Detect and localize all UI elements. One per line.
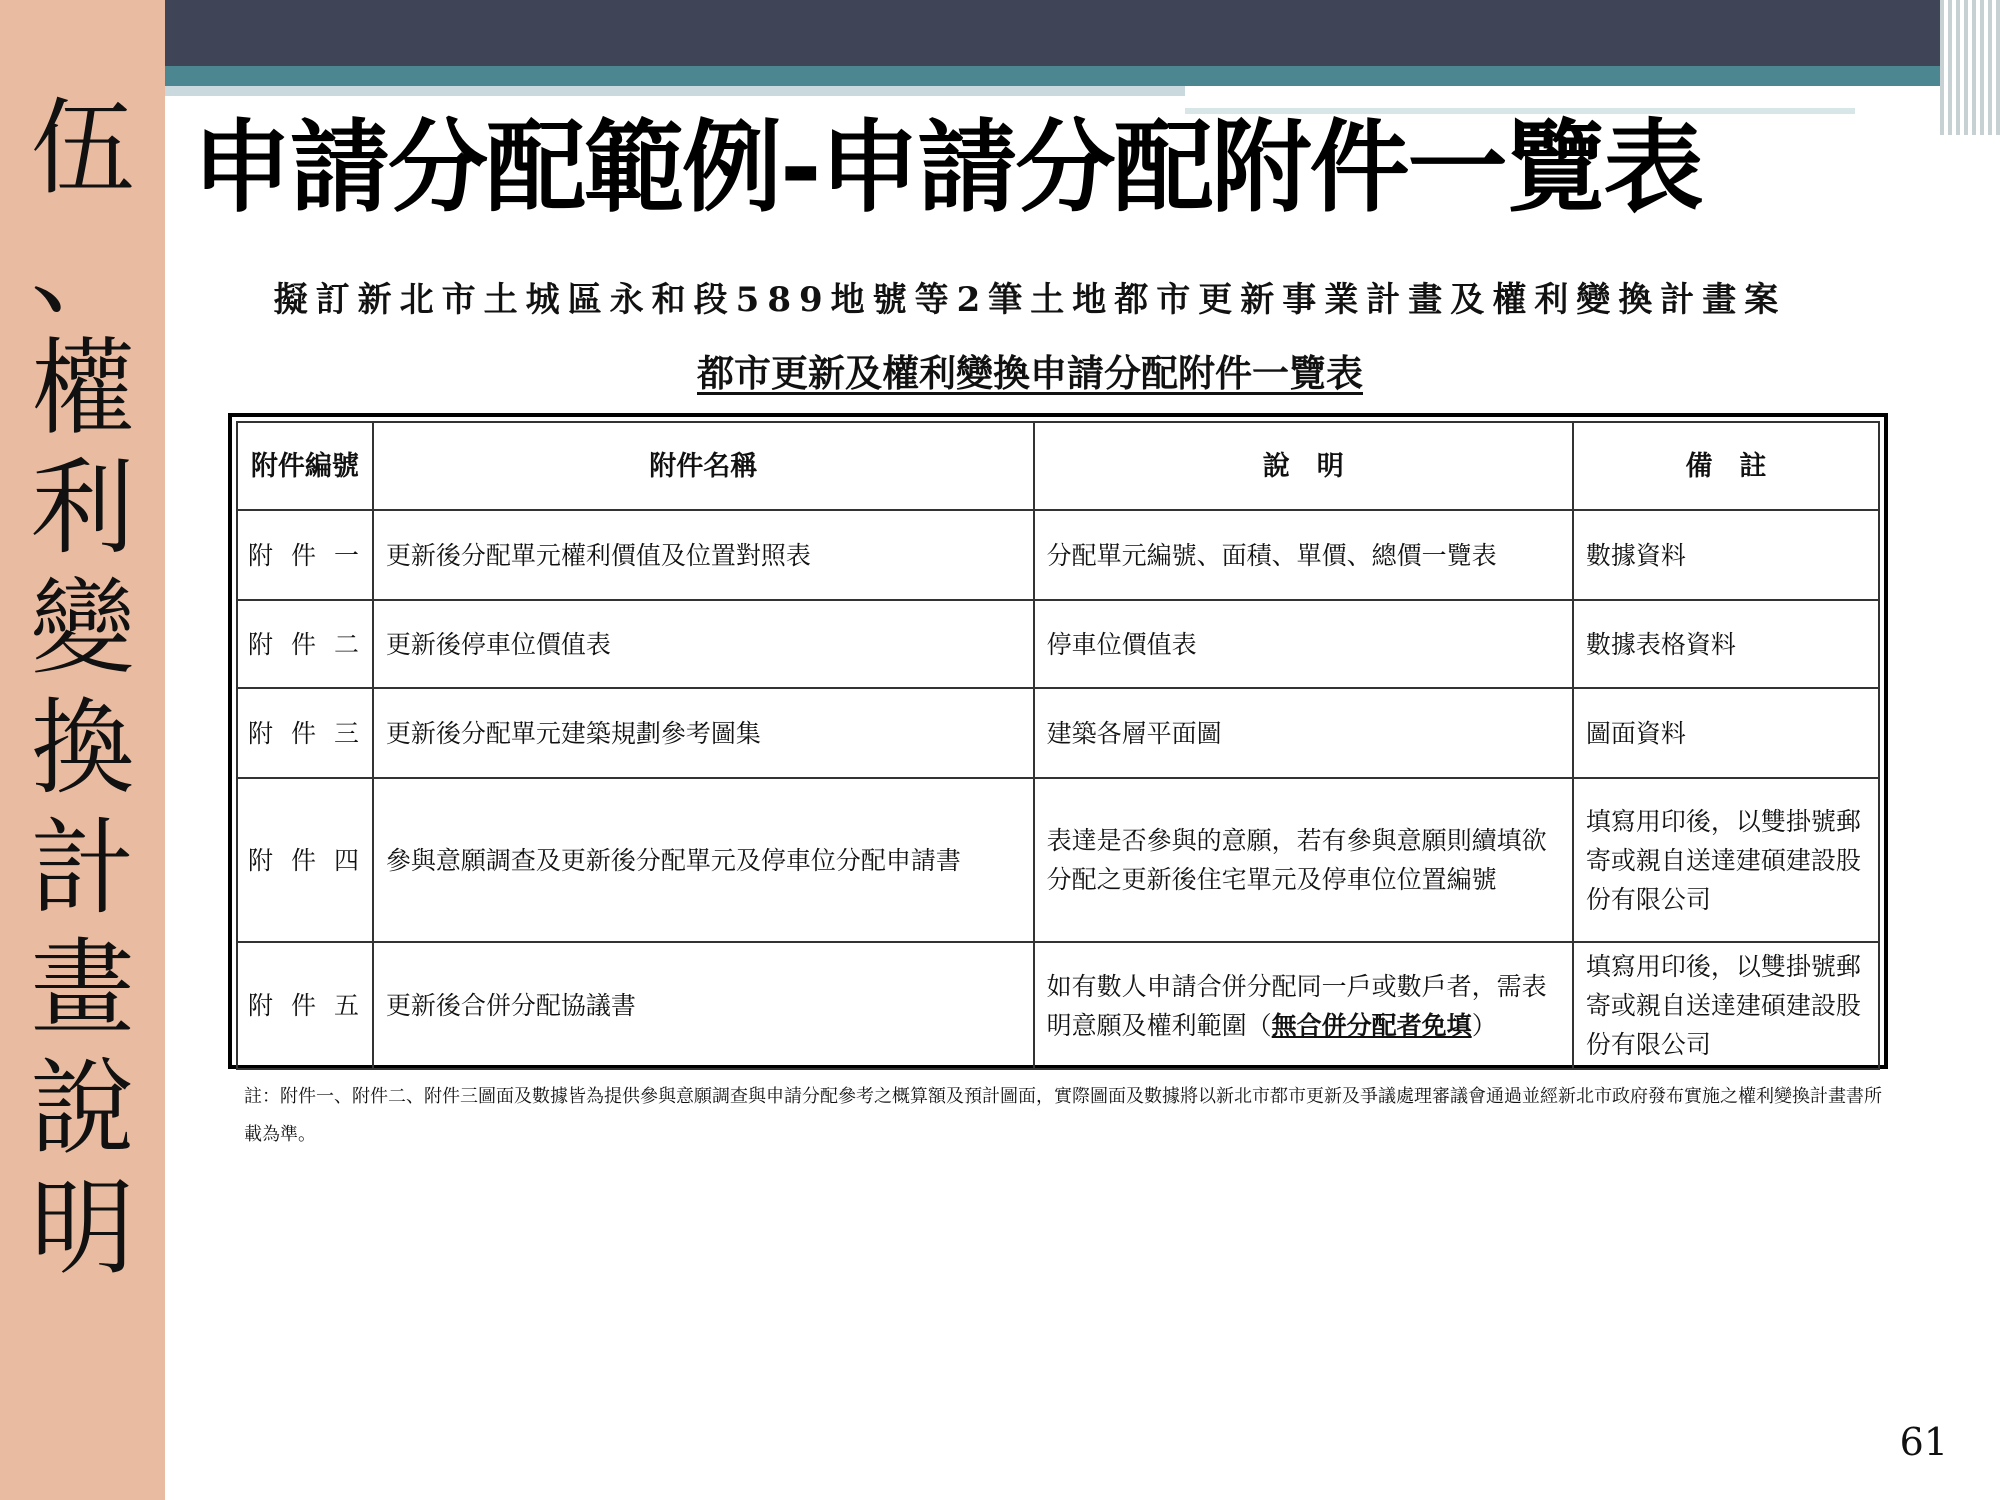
- attachment-name: 參與意願調查及更新後分配單元及停車位分配申請書: [373, 778, 1034, 942]
- attachment-name: 更新後分配單元權利價值及位置對照表: [373, 510, 1034, 600]
- section-title-char: 說: [30, 1047, 135, 1169]
- attachment-name: 更新後合併分配協議書: [373, 942, 1034, 1069]
- attachment-name: 更新後分配單元建築規劃參考圖集: [373, 688, 1034, 778]
- attachment-number: 附件五: [237, 942, 373, 1069]
- section-title-vertical: [0, 88, 165, 1288]
- column-header: 附件名稱: [373, 422, 1034, 510]
- attachment-remark: 填寫用印後，以雙掛號郵寄或親自送達建碩建設股份有限公司: [1573, 942, 1879, 1069]
- section-title-char: 利: [30, 447, 135, 569]
- slide-title: 申請分配範例-申請分配附件一覽表: [192, 109, 1702, 226]
- attachments-table: [236, 421, 1880, 1070]
- section-title-char: 伍: [30, 87, 135, 209]
- table-row: [237, 942, 1879, 1069]
- document-heading: 擬訂新北市土城區永和段589地號等2筆土地都市更新事業計畫及權利變換計畫案: [273, 280, 1787, 320]
- attachment-remark: 填寫用印後，以雙掛號郵寄或親自送達建碩建設股份有限公司: [1573, 778, 1879, 942]
- attachment-description: 表達是否參與的意願，若有參與意願則續填欲分配之更新後住宅單元及停車位位置編號: [1034, 778, 1573, 942]
- table-footnote: 註：附件一、附件二、附件三圖面及數據皆為提供參與意願調查與申請分配參考之概算額及預計圖面，實際圖面及數據將以新北市都市更新及爭議處理審議會通過並經新北市政府發布實施之權利變換計畫書所載為準。: [244, 1086, 1882, 1145]
- document-subheading: [200, 343, 1860, 397]
- table-header-row: [237, 422, 1879, 510]
- section-title-char: 畫: [30, 927, 135, 1049]
- table-row: [237, 778, 1879, 942]
- attachment-remark: 數據表格資料: [1573, 600, 1879, 688]
- attachment-number: 附件一: [237, 510, 373, 600]
- column-header: 附件編號: [237, 422, 373, 510]
- attachment-number: 附件三: [237, 688, 373, 778]
- attachment-description: [1034, 942, 1573, 1069]
- attachment-name: 更新後停車位價值表: [373, 600, 1034, 688]
- subheading-text: 都市更新及權利變換申請分配附件一覽表: [697, 352, 1363, 395]
- column-header: 說 明: [1034, 422, 1573, 510]
- section-title-char: 換: [30, 687, 135, 809]
- header-stripes: [1940, 0, 2000, 135]
- description-text: 如有數人申請合併分配同一戶或數戶者，需表明意願及權利範圍（: [1046, 971, 1547, 1040]
- header-bar-dark: [165, 0, 2000, 66]
- section-title-char: 權: [30, 327, 135, 449]
- header-bar-light: [165, 86, 1185, 96]
- attachment-description: 建築各層平面圖: [1034, 688, 1573, 778]
- attachment-number: 附件四: [237, 778, 373, 942]
- section-title-char: 明: [30, 1167, 135, 1289]
- section-title-char: 變: [30, 567, 135, 689]
- table-row: [237, 600, 1879, 688]
- table-row: [237, 510, 1879, 600]
- attachment-remark: 圖面資料: [1573, 688, 1879, 778]
- section-title-char: 、: [30, 207, 135, 329]
- table-row: [237, 688, 1879, 778]
- section-title-char: 計: [30, 807, 135, 929]
- attachment-number: 附件二: [237, 600, 373, 688]
- header-bar-teal: [165, 66, 2000, 86]
- description-emphasis: 無合併分配者免填: [1271, 1010, 1472, 1040]
- description-end: ）: [1471, 1010, 1497, 1040]
- attachments-table-frame: [228, 413, 1888, 1069]
- attachment-description: 停車位價值表: [1034, 600, 1573, 688]
- page-number: 61: [1899, 1420, 1948, 1464]
- attachment-description: 分配單元編號、面積、單價、總價一覽表: [1034, 510, 1573, 600]
- attachment-remark: 數據資料: [1573, 510, 1879, 600]
- column-header: 備 註: [1573, 422, 1879, 510]
